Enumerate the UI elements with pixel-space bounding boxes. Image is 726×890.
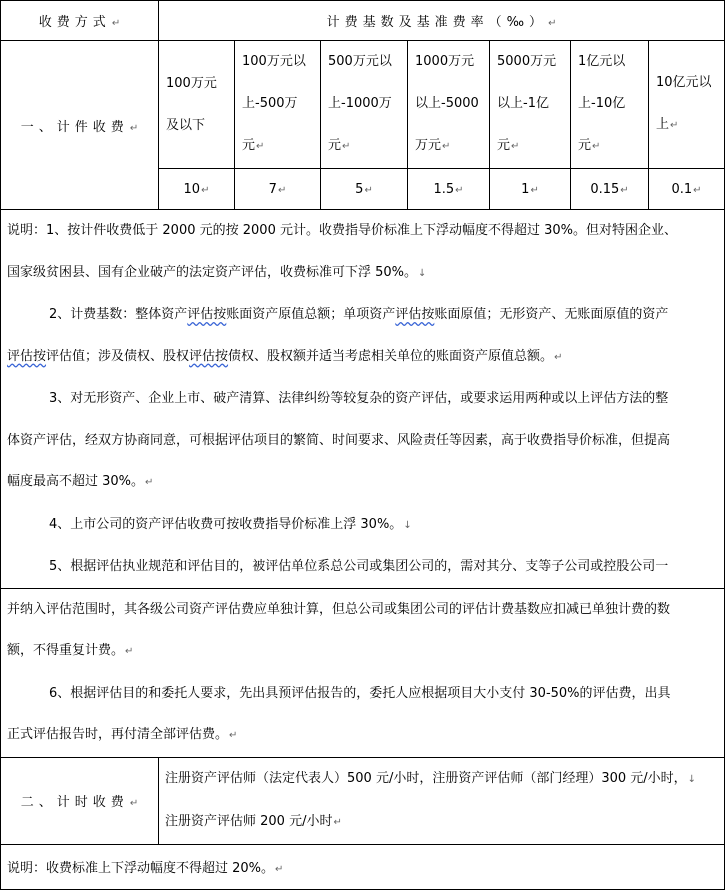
range-line: 元 bbox=[328, 138, 342, 153]
range-line: 100万元 bbox=[166, 75, 217, 91]
note-3b: 体资产评估，经双方协商同意，可根据评估项目的繁简、时间要求、风险责任等因素，高于收费指导价标准，但提高 bbox=[7, 432, 671, 448]
method-header: 收费方式 bbox=[38, 15, 111, 30]
note-1a: 说明：1、按计件收费低于 2000 元的按 2000 元计。收费指导价标准上下浮动幅度不得超过 30%。但对特困企业、 bbox=[7, 223, 677, 238]
hourly-rates-cell bbox=[159, 757, 725, 844]
hourly-label-cell: 二、计时收费↵ bbox=[1, 757, 159, 844]
range-line: 10亿元以 bbox=[656, 75, 712, 90]
range-line: 及以下 bbox=[166, 117, 206, 133]
rate-value: 5 bbox=[355, 181, 364, 197]
range-line: 上-500万 bbox=[242, 96, 298, 111]
hourly-line-1: 注册资产评估师（法定代表人）500 元/小时，注册资产评估师（部门经理）300 元/小时，↓ bbox=[165, 770, 697, 786]
hourly-line-2: 注册资产评估师 200 元/小时↵ bbox=[165, 813, 342, 829]
rate-value: 1 bbox=[521, 181, 530, 197]
rate-value: 0.15 bbox=[590, 181, 620, 197]
rate-cell: 0.15↵ bbox=[571, 169, 649, 210]
rate-cell: 5↵ bbox=[321, 169, 408, 210]
note-3a: 3、对无形资产、企业上市、破产清算、法律纠纷等较复杂的资产评估，或要求运用两种或以上评估方法的整 bbox=[49, 391, 669, 406]
note-1b: 国家级贫困县、国有企业破产的法定资产评估，收费标准可下浮 50%。↓ bbox=[7, 264, 427, 280]
rate-value: 1.5 bbox=[433, 181, 455, 197]
range-line: 500万元以 bbox=[328, 54, 392, 69]
range-row bbox=[1, 41, 725, 169]
rate-cell: 7↵ bbox=[235, 169, 321, 210]
footer-row bbox=[1, 844, 725, 889]
range-line: 1000万元 bbox=[415, 54, 475, 69]
note-4: 4、上市公司的资产评估收费可按收费指导价标准上浮 30%。↓ bbox=[49, 516, 412, 532]
footer-note: 说明：收费标准上下浮动幅度不得超过 20%。 bbox=[7, 861, 275, 876]
note-6b: 正式评估报告时，再付清全部评估费。↵ bbox=[7, 727, 238, 742]
note-2b: 评估按评估值；涉及债权、股权评估按债权、股权额并适当考虑相关单位的账面资产原值总额。↵ bbox=[7, 348, 563, 364]
rate-value: 10 bbox=[183, 181, 201, 197]
rate-cell: 0.1↵ bbox=[649, 169, 725, 210]
header-row bbox=[1, 1, 725, 41]
note-3c: 幅度最高不超过 30%。↵ bbox=[7, 474, 154, 489]
range-cell: 5000万元 以上-1亿 元↵ bbox=[490, 41, 571, 169]
range-line: 以上-1亿 bbox=[497, 96, 549, 111]
rate-cell: 10↵ bbox=[159, 169, 235, 210]
hourly-row bbox=[1, 757, 725, 844]
range-cell: 10亿元以 上↵ bbox=[649, 41, 725, 169]
piecework-label: 一、计件收费 bbox=[20, 119, 129, 135]
range-cell: 500万元以 上-1000万 元↵ bbox=[321, 41, 408, 169]
range-line: 上-1000万 bbox=[328, 96, 392, 111]
range-line: 上-10亿 bbox=[578, 96, 626, 111]
note-5c: 额，不得重复计费。↵ bbox=[7, 643, 134, 658]
range-cell: 100万元以 上-500万 元↵ bbox=[235, 41, 321, 169]
range-line: 元 bbox=[242, 138, 256, 153]
piecework-label-cell: 一、计件收费↵ bbox=[1, 41, 159, 210]
range-line: 万元 bbox=[415, 138, 442, 153]
range-line: 以上-5000 bbox=[415, 96, 479, 111]
base-header: 计费基数及基准费率（‰） bbox=[326, 15, 548, 30]
note-5b: 并纳入评估范围时，其各级公司资产评估费应单独计算，但总公司或集团公司的评估计费基数应扣减已单独计费的数 bbox=[7, 601, 671, 617]
range-line: 1亿元以 bbox=[578, 54, 626, 69]
range-line: 元 bbox=[497, 138, 511, 153]
note-2a: 2、计费基数：整体资产评估按账面资产原值总额；单项资产评估按账面原值；无形资产、无账面原值的资产 bbox=[49, 307, 669, 322]
method-header-cell: 收费方式↵ bbox=[1, 1, 159, 41]
rate-value: 0.1 bbox=[671, 181, 693, 197]
range-cell: 1亿元以 上-10亿 元↵ bbox=[571, 41, 649, 169]
footer-note-cell: 说明：收费标准上下浮动幅度不得超过 20%。↵ bbox=[1, 844, 725, 889]
rate-value: 7 bbox=[268, 181, 277, 197]
notes-row bbox=[1, 210, 725, 758]
range-line: 元 bbox=[578, 138, 592, 153]
rate-cell: 1.5↵ bbox=[408, 169, 490, 210]
rate-cell: 1↵ bbox=[490, 169, 571, 210]
range-cell bbox=[159, 41, 235, 169]
note-6a: 6、根据评估目的和委托人要求，先出具预评估报告的，委托人应根据项目大小支付 30-50%的评估费，出具 bbox=[49, 685, 671, 701]
notes-cell bbox=[1, 210, 725, 758]
hourly-label: 二、计时收费 bbox=[20, 795, 129, 810]
range-line: 上 bbox=[656, 117, 670, 132]
base-header-cell: 计费基数及基准费率（‰）↵ bbox=[159, 1, 725, 41]
range-line: 100万元以 bbox=[242, 54, 306, 69]
note-5a: 5、根据评估执业规范和评估目的，被评估单位系总公司或集团公司的，需对其分、支等子公司或控股公司一 bbox=[49, 559, 669, 574]
range-cell: 1000万元 以上-5000 万元↵ bbox=[408, 41, 490, 169]
range-line: 5000万元 bbox=[497, 54, 557, 69]
